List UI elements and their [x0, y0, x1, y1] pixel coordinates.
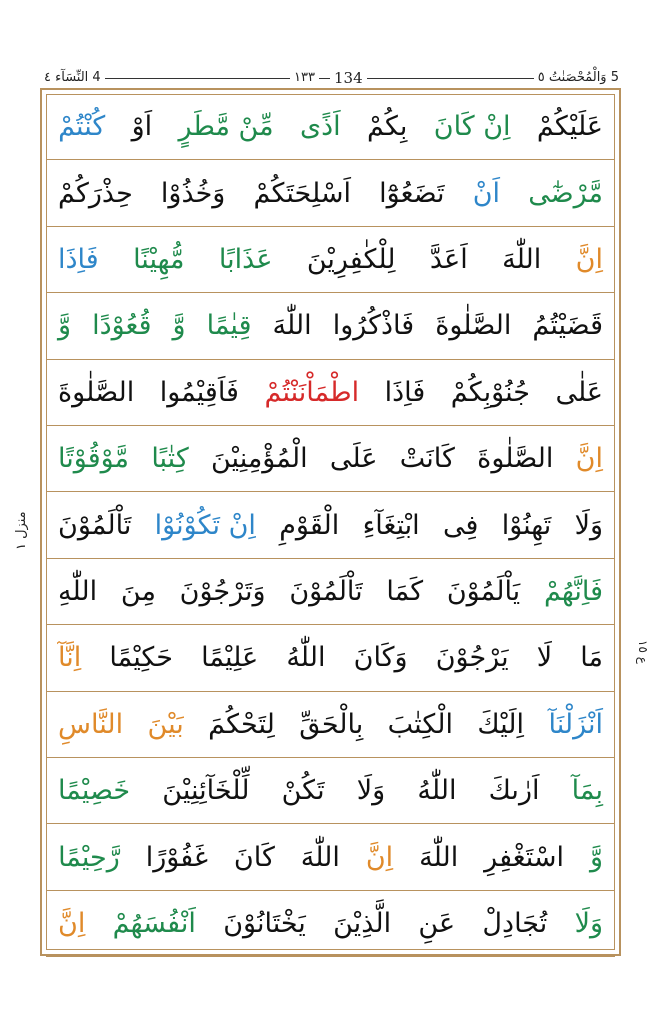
word: تَاْلَمُوْنَ [289, 575, 363, 607]
word: اَوْ [131, 111, 153, 143]
word: الَّذِيْنَ [333, 907, 392, 939]
word: فَاَقِيْمُوا [159, 376, 239, 408]
word: وَلَا [574, 509, 603, 541]
word: اَرٰىكَ [488, 775, 540, 807]
text-line [46, 160, 615, 226]
word: عَلَى [329, 443, 378, 475]
word: عَلَيْكُمْ [536, 111, 603, 143]
word: كَانَ [233, 841, 275, 873]
word: مَّوْقُوْتًا [58, 443, 130, 475]
word: اَنْ [472, 177, 501, 209]
word: وَّ [58, 310, 72, 342]
word: وَّ [589, 841, 603, 873]
word: اِنْ كَانَ [433, 111, 511, 143]
page-header [40, 68, 623, 88]
text-line [46, 625, 615, 691]
word: اطْمَاْنَنْتُمْ [264, 376, 360, 408]
text-line [46, 891, 615, 957]
word: مِنَ [120, 575, 156, 607]
word: قَضَيْتُمُ [532, 310, 603, 342]
word: مَّرْضٰٓى [528, 177, 603, 209]
word: وَخُذُوْا [160, 177, 226, 209]
word: وَكَانَ [353, 642, 408, 674]
manzil-marker: منزل ١ [14, 511, 29, 550]
word: غَفُوْرًا [145, 841, 208, 873]
word: اللّٰهُ [286, 642, 326, 674]
word: الْمُؤْمِنِيْنَ [211, 443, 308, 475]
word: فَاِذَا [384, 376, 426, 408]
word: اِنَّ [58, 907, 86, 939]
text-line [46, 824, 615, 890]
word: اللّٰهَ [502, 243, 542, 275]
word: يَرْجُوْنَ [435, 642, 509, 674]
word: بِالْحَقِّ [299, 708, 364, 740]
word: بَيْنَ [147, 708, 184, 740]
word: تُجَادِلْ [482, 907, 548, 939]
word: وَّ [172, 310, 186, 342]
word: الصَّلٰوةَ [477, 443, 554, 475]
word: حِذْرَكُمْ [58, 177, 133, 209]
word: تَاْلَمُوْنَ [58, 509, 132, 541]
word: اِنَّ [575, 243, 603, 275]
word: لِتَحْكُمَ [208, 708, 275, 740]
word: اسْتَغْفِرِ [484, 841, 565, 873]
word: تَهِنُوْا [501, 509, 552, 541]
word: فَاذْكُرُوا [332, 310, 415, 342]
word: وَتَرْجُوْنَ [179, 575, 266, 607]
word: اِنَّ [365, 841, 394, 873]
word: اَعَدَّ [429, 243, 468, 275]
word: اللّٰهِ [58, 575, 98, 607]
text-line [46, 360, 615, 426]
text-line [46, 492, 615, 558]
word: عَنِ [418, 907, 456, 939]
text-line [46, 94, 615, 160]
word: اَذًى [299, 111, 341, 143]
word: وَلَا [356, 775, 386, 807]
text-line [46, 758, 615, 824]
word: فَاِنَّهُمْ [543, 575, 603, 607]
word: بِكُمْ [366, 111, 408, 143]
text-line [46, 293, 615, 359]
word: كَمَا [386, 575, 424, 607]
word: وَلَا [574, 907, 603, 939]
word: اَنْزَلْنَآ [548, 708, 603, 740]
word: الصَّلٰوةَ [435, 310, 512, 342]
text-line [46, 426, 615, 492]
word: رَّحِيْمًا [58, 841, 120, 873]
word: قُعُوْدًا [92, 310, 152, 342]
header-page-number: 134 [330, 68, 367, 88]
text-line [46, 227, 615, 293]
word: لِلْكٰفِرِيْنَ [306, 243, 396, 275]
word: اللّٰهَ [300, 841, 340, 873]
word: قِيٰمًا [206, 310, 252, 342]
text-frame [40, 88, 621, 956]
word: فَاِذَا [58, 243, 99, 275]
word: اِلَيْكَ [477, 708, 525, 740]
word: مُّهِيْنًا [133, 243, 185, 275]
ruku-marker: ع ١٥ [636, 640, 650, 664]
word: عَلٰى [555, 376, 603, 408]
word: خَصِيْمًا [58, 775, 131, 807]
word: جُنُوْبِكُمْ [450, 376, 530, 408]
header-juz-label: 5 وَالْمُحْصَنٰتُ ٥ [534, 68, 623, 88]
text-line [46, 559, 615, 625]
word: كَانَتْ [399, 443, 455, 475]
word: اِنَّ [575, 443, 603, 475]
header-arabic-page-number: ١٣٣ [290, 68, 319, 88]
word: تَضَعُوْٓا [379, 177, 445, 209]
word: ابْتِغَآءِ [362, 509, 420, 541]
word: اللّٰهَ [272, 310, 312, 342]
word: اِنَّآ [58, 642, 82, 674]
word: الصَّلٰوةَ [58, 376, 135, 408]
word: كِتٰبًا [151, 443, 189, 475]
word: اِنْ تَكُوْنُوْا [154, 509, 256, 541]
word: اَنْفُسَهُمْ [112, 907, 196, 939]
text-line [46, 692, 615, 758]
word: مَا [580, 642, 603, 674]
word: اللّٰهُ [417, 775, 457, 807]
word: يَاْلَمُوْنَ [446, 575, 521, 607]
word: حَكِيْمًا [109, 642, 173, 674]
word: كُنْتُمْ [58, 111, 106, 143]
word: تَكُنْ [281, 775, 325, 807]
header-surah-label: 4 النِّسَآء ٤ [40, 68, 105, 88]
word: بِمَآ [571, 775, 603, 807]
word: عَلِيْمًا [201, 642, 259, 674]
word: مِّنْ مَّطَرٍ [178, 111, 274, 143]
word: عَذَابًا [218, 243, 273, 275]
word: يَخْتَانُوْنَ [223, 907, 306, 939]
word: اللّٰهَ [419, 841, 459, 873]
word: الْقَوْمِ [279, 509, 340, 541]
word: فِى [442, 509, 479, 541]
word: لَا [536, 642, 553, 674]
word: الْكِتٰبَ [387, 708, 453, 740]
word: لِّلْخَآئِنِيْنَ [162, 775, 250, 807]
word: النَّاسِ [58, 708, 124, 740]
word: اَسْلِحَتَكُمْ [253, 177, 352, 209]
